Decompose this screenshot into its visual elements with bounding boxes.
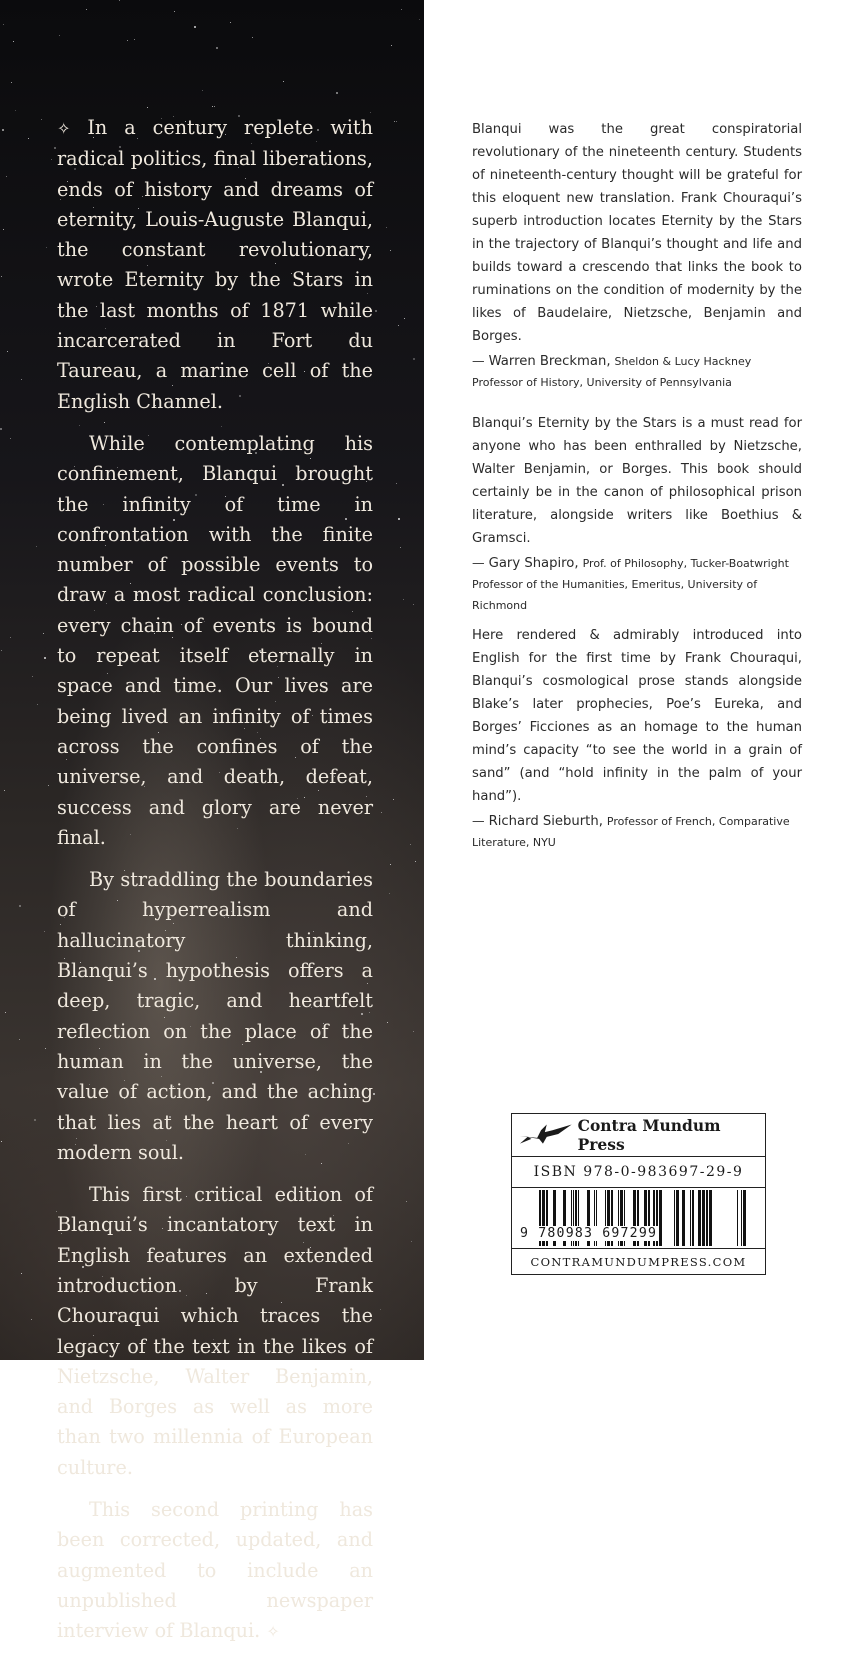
blurb-attribution: — Warren Breckman, Sheldon & Lucy Hackney Professor of History, University of Pennsylvania [472, 353, 752, 389]
blurb-breckman [472, 118, 802, 393]
publisher-name: Contra Mundum Press [577, 1116, 721, 1154]
star [398, 518, 400, 520]
blurb-attribution: — Gary Shapiro, Prof. of Philosophy, Tucker-Boatwright Professor of the Humanities, Emeritus, University of Richmond [472, 555, 789, 612]
star [380, 1309, 381, 1310]
star [400, 547, 401, 548]
star [7, 351, 8, 352]
star [15, 110, 16, 111]
barcode-bar [743, 1190, 746, 1246]
star [10, 438, 11, 439]
barcode-bar [690, 1190, 691, 1246]
star [86, 9, 87, 10]
barcode-bar [741, 1190, 742, 1246]
star [34, 1119, 36, 1121]
star [202, 90, 203, 91]
star [398, 325, 399, 326]
star [406, 1201, 407, 1202]
star [1, 1141, 2, 1142]
star [413, 604, 414, 605]
star [43, 633, 44, 634]
barcode-bar [682, 1190, 685, 1246]
star [36, 546, 37, 547]
star [413, 1031, 414, 1032]
star [3, 24, 4, 25]
star [283, 81, 284, 82]
star [2, 129, 4, 131]
blurb-text: Blanqui’s Eternity by the Stars is a must read for anyone who has been enthralled by Nietzsche, Walter Benjamin, or Borges. This book should certainly be in the canon of philosophical prison literature, alongside writers like Boethius & Gramsci. [472, 416, 802, 546]
star [51, 159, 52, 160]
star [394, 121, 395, 122]
star [19, 905, 21, 907]
star [216, 47, 218, 49]
description-paragraph-5: This second printing has been corrected, updated, and augmented to include an unpublished newspaper interview of Blanqui. ✧ [57, 1498, 373, 1643]
star [401, 9, 402, 10]
book-description [57, 113, 373, 1660]
star [45, 1048, 46, 1049]
star [54, 147, 56, 149]
star [396, 121, 397, 122]
star [19, 1039, 20, 1040]
star [212, 106, 213, 107]
bird-logo-icon [518, 1120, 574, 1150]
barcode-bar [706, 1190, 708, 1246]
star [1, 276, 2, 277]
barcode-bar [737, 1190, 738, 1246]
barcode-bar [692, 1190, 694, 1246]
star [411, 1241, 412, 1242]
star [134, 39, 135, 40]
barcode-bar [674, 1190, 675, 1246]
star [252, 37, 253, 38]
star [410, 844, 411, 845]
star [389, 893, 390, 894]
star [32, 676, 33, 677]
star [387, 1022, 388, 1023]
barcode [512, 1188, 765, 1249]
blurb-shapiro [472, 412, 802, 616]
star [386, 227, 387, 228]
star [0, 428, 2, 430]
barcode-bar [698, 1190, 701, 1246]
blurb-sieburth [472, 624, 802, 853]
star [119, 0, 120, 1]
star [127, 40, 128, 41]
barcode-number: 9 780983 697299 [520, 1226, 658, 1241]
star [381, 812, 382, 813]
star [28, 138, 29, 139]
star [194, 26, 196, 28]
isbn-label: ISBN 978-0-983697-29-9 [512, 1157, 765, 1188]
description-paragraph-1: ✧ In a century replete with radical politics, final liberations, ends of history and dreams of eternity, Louis-Auguste Blanqui, the constant revolutionary, wrote Eternity by the Stars in the last months of 1871 while incarcerated in Fort du Taureau, a marine cell of the English Channel. [57, 116, 373, 413]
star [393, 799, 394, 800]
star [59, 35, 60, 36]
star [13, 41, 14, 42]
description-paragraph-4: This first critical edition of Blanqui’s incantatory text in English features an extended introduction by Frank Chouraqui which traces the legacy of the text in the likes of Nietzsche, Walter Benjamin, and Borges as well as more than two millennia of European culture. [57, 1183, 373, 1479]
star [396, 483, 397, 484]
ornament-star-icon: ✧ [57, 119, 71, 138]
star [404, 318, 405, 319]
star [419, 19, 420, 20]
star [403, 599, 404, 600]
star [390, 250, 391, 251]
star [230, 22, 231, 23]
blurb-text: Here rendered & admirably introduced into English for the first time by Frank Chouraqui, Blanqui’s cosmological prose stands alongside Blake’s later prophecies, Poe’s Eureka, and Borges’ Ficciones as an homage to the human mind’s capacity “to see the world in a grain of sand” (and “hold infinity in the palm of your hand”). [472, 628, 802, 804]
star [413, 358, 415, 360]
star [4, 790, 5, 791]
publisher-row [512, 1114, 765, 1157]
star [6, 176, 7, 177]
star [46, 247, 47, 248]
description-paragraph-2: While contemplating his confinement, Blanqui brought the infinity of time in confrontation with the finite number of possible events to draw a most radical conclusion: every chain of events is bound to repeat itself eternally in space and time. Our lives are being lived an infinity of times across the confines of the universe, and death, defeat, success and glory are never final. [57, 431, 373, 849]
star [214, 106, 215, 107]
star [31, 1319, 32, 1320]
star [48, 785, 49, 786]
barcode-bar [709, 1190, 712, 1246]
barcode-box [511, 1113, 766, 1275]
barcode-bar [702, 1190, 705, 1246]
star [41, 119, 42, 120]
star [1, 650, 2, 651]
star [37, 704, 38, 705]
blurb-attribution: — Richard Sieburth, Professor of French, Comparative Literature, NYU [472, 813, 790, 849]
star [390, 864, 391, 865]
star [10, 637, 11, 638]
description-paragraph-3: By straddling the boundaries of hyperrealism and hallucinatory thinking, Blanqui’s hypothesis offers a deep, tragic, and heartfelt reflection on the place of the human in the universe, the value of action, and the aching that lies at the heart of every modern soul. [57, 868, 373, 1164]
star [415, 861, 416, 862]
star [3, 229, 4, 230]
publisher-url: CONTRAMUNDUMPRESS.COM [530, 1255, 747, 1269]
star [44, 657, 46, 659]
barcode-bar [659, 1190, 662, 1246]
starfield-panel [0, 0, 424, 1643]
star [373, 1093, 375, 1095]
star [391, 45, 392, 46]
blurb-text: Blanqui was the great conspiratorial revolutionary of the nineteenth century. Students of nineteenth-century thought will be grateful for this eloquent new translation. Frank Chouraqui’s superb introduction locates Eternity by the Stars in the trajectory of Blanqui’s thought and life and builds toward a crescendo that links the book to ruminations on the condition of modernity by the likes of Baudelaire, Nietzsche, Benjamin and Borges. [472, 122, 802, 344]
star [21, 379, 22, 380]
star [5, 1012, 6, 1013]
barcode-bar [676, 1190, 679, 1246]
star [44, 931, 45, 932]
star [11, 82, 12, 83]
star [147, 107, 148, 108]
star [174, 11, 175, 12]
star [375, 310, 377, 312]
ornament-star-icon: ✧ [266, 1622, 280, 1642]
star [336, 92, 338, 94]
star [21, 1273, 22, 1274]
